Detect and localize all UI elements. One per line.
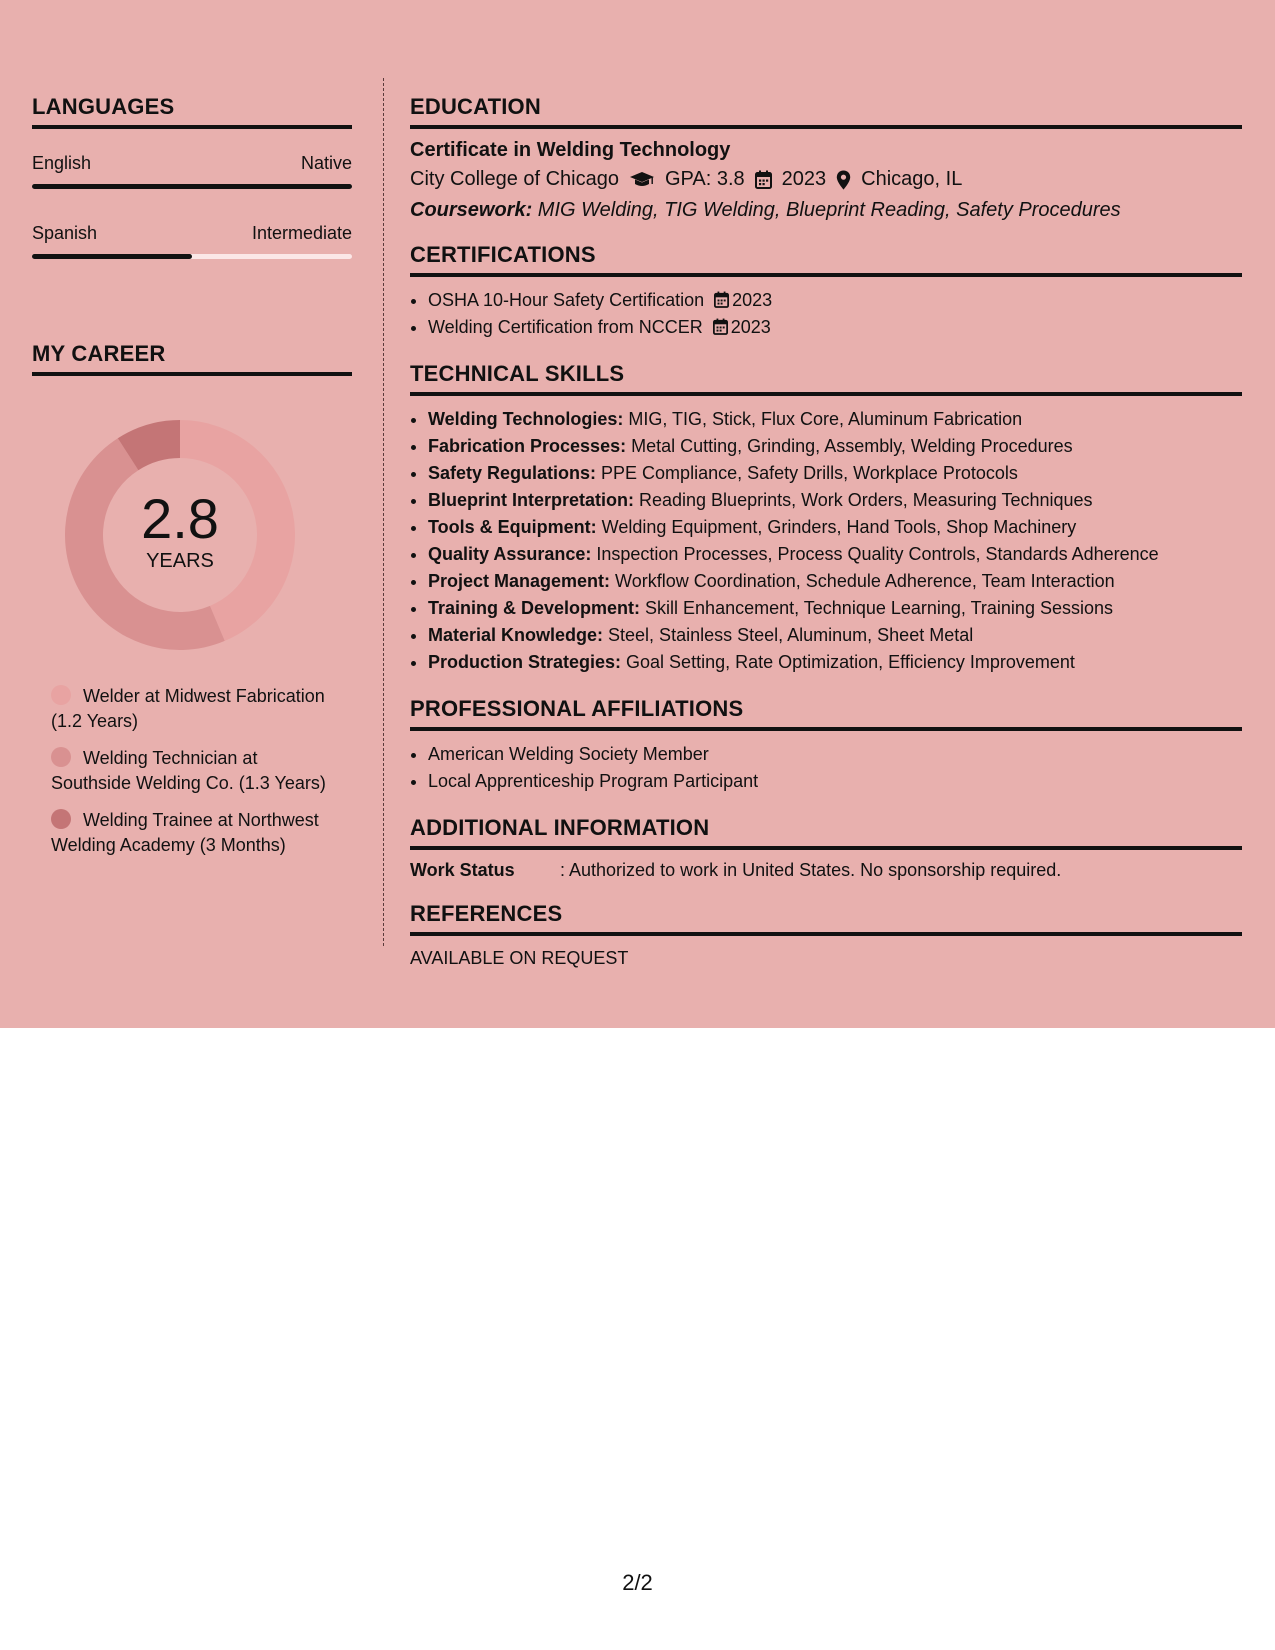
legend-dot <box>51 747 71 767</box>
calendar-icon <box>714 291 729 308</box>
certifications-title: CERTIFICATIONS <box>410 242 1242 277</box>
legend-label: Welding Trainee at Northwest Welding Academy (3 Months) <box>51 810 319 855</box>
certifications-section <box>410 242 1242 341</box>
list-item <box>428 514 1242 541</box>
skill-label: Project Management: <box>428 571 611 591</box>
list-item: • Local Apprenticeship Program Participant <box>428 768 1242 795</box>
list-item <box>428 487 1242 514</box>
affiliations-list <box>410 741 1242 795</box>
legend-dot <box>51 809 71 829</box>
language-item <box>32 153 352 189</box>
career-legend <box>51 684 331 858</box>
list-item <box>428 595 1242 622</box>
skill-label: Safety Regulations: <box>428 463 597 483</box>
language-name: English <box>32 153 92 173</box>
calendar-icon <box>755 170 772 189</box>
education-location: Chicago, IL <box>861 168 963 190</box>
references-section <box>410 901 1242 969</box>
language-item <box>32 223 352 259</box>
coursework-text: MIG Welding, TIG Welding, Blueprint Reading, Safety Procedures <box>532 199 1121 221</box>
skill-value: MIG, TIG, Stick, Flux Core, Aluminum Fabrication <box>623 409 1023 429</box>
certification-name: OSHA 10-Hour Safety Certification <box>428 290 705 310</box>
list-item <box>428 433 1242 460</box>
affiliations-title: PROFESSIONAL AFFILIATIONS <box>410 696 1242 731</box>
column-divider <box>383 78 384 946</box>
skill-label: Production Strategies: <box>428 652 622 672</box>
certification-year: 2023 <box>730 317 771 337</box>
language-bar-fill <box>32 254 192 259</box>
certification-name: Welding Certification from NCCER <box>428 317 703 337</box>
additional-info-title: ADDITIONAL INFORMATION <box>410 815 1242 850</box>
career-title: MY CAREER <box>32 341 352 376</box>
skill-label: Fabrication Processes: <box>428 436 627 456</box>
work-status-value: : Authorized to work in United States. No sponsorship required. <box>560 860 1062 880</box>
career-unit: YEARS <box>146 550 214 572</box>
education-meta <box>410 168 1242 191</box>
skill-value: Workflow Coordination, Schedule Adherence, Team Interaction <box>610 571 1115 591</box>
skill-label: Training & Development: <box>428 598 641 618</box>
language-level: Native <box>300 153 352 173</box>
education-school: City College of Chicago <box>410 168 619 190</box>
skill-value: Reading Blueprints, Work Orders, Measuring Techniques <box>634 490 1093 510</box>
language-bar <box>32 184 352 189</box>
education-year: 2023 <box>781 168 827 190</box>
skill-label: Quality Assurance: <box>428 544 592 564</box>
references-text: AVAILABLE ON REQUEST <box>410 948 629 968</box>
education-coursework <box>410 199 1242 222</box>
skill-value: PPE Compliance, Safety Drills, Workplace Protocols <box>596 463 1018 483</box>
career-total: 2.8 <box>141 487 219 550</box>
legend-item <box>51 746 331 796</box>
right-column <box>410 94 1242 969</box>
languages-title: LANGUAGES <box>32 94 352 129</box>
education-degree: Certificate in Welding Technology <box>410 139 731 161</box>
legend-label: Welding Technician at Southside Welding Co. (1.3 Years) <box>51 748 326 793</box>
work-status-row <box>410 860 1242 881</box>
skill-label: Blueprint Interpretation: <box>428 490 634 510</box>
language-level: Intermediate <box>251 223 352 243</box>
coursework-label: Coursework: <box>410 199 533 221</box>
certifications-list <box>410 287 1242 341</box>
list-item <box>428 287 1242 314</box>
skill-value: Welding Equipment, Grinders, Hand Tools, Shop Machinery <box>596 517 1077 537</box>
legend-item <box>51 808 331 858</box>
education-section <box>410 94 1242 222</box>
skills-title: TECHNICAL SKILLS <box>410 361 1242 396</box>
skill-value: Inspection Processes, Process Quality Controls, Standards Adherence <box>591 544 1159 564</box>
references-title: REFERENCES <box>410 901 1242 936</box>
additional-info-section <box>410 815 1242 881</box>
legend-dot <box>51 685 71 705</box>
page-number: 2/2 <box>622 1570 653 1595</box>
legend-item <box>51 684 331 734</box>
affiliations-section <box>410 696 1242 795</box>
certification-year: 2023 <box>732 290 773 310</box>
career-donut-chart <box>65 420 295 650</box>
left-column <box>32 94 352 870</box>
skill-label: Welding Technologies: <box>428 409 624 429</box>
location-pin-icon <box>836 170 851 190</box>
list-item <box>428 460 1242 487</box>
education-title: EDUCATION <box>410 94 1242 129</box>
list-item <box>428 622 1242 649</box>
legend-label: Welder at Midwest Fabrication (1.2 Years) <box>51 686 325 731</box>
list-item <box>428 649 1242 676</box>
skill-value: Goal Setting, Rate Optimization, Efficiency Improvement <box>621 652 1075 672</box>
list-item <box>428 541 1242 568</box>
calendar-icon <box>713 318 728 335</box>
list-item <box>428 568 1242 595</box>
skill-label: Material Knowledge: <box>428 625 604 645</box>
education-gpa: GPA: 3.8 <box>665 168 745 190</box>
skill-value: Steel, Stainless Steel, Aluminum, Sheet Metal <box>603 625 974 645</box>
skill-value: Metal Cutting, Grinding, Assembly, Welding Procedures <box>626 436 1073 456</box>
skill-value: Skill Enhancement, Technique Learning, Training Sessions <box>640 598 1113 618</box>
skills-section <box>410 361 1242 676</box>
list-item <box>428 314 1242 341</box>
list-item <box>428 406 1242 433</box>
graduation-cap-icon <box>629 171 655 189</box>
list-item: • American Welding Society Member <box>428 741 1242 768</box>
language-name: Spanish <box>32 223 98 243</box>
language-bar <box>32 254 352 259</box>
skills-list <box>410 406 1242 676</box>
work-status-label: Work Status <box>410 860 515 880</box>
skill-label: Tools & Equipment: <box>428 517 597 537</box>
language-bar-fill <box>32 184 352 189</box>
